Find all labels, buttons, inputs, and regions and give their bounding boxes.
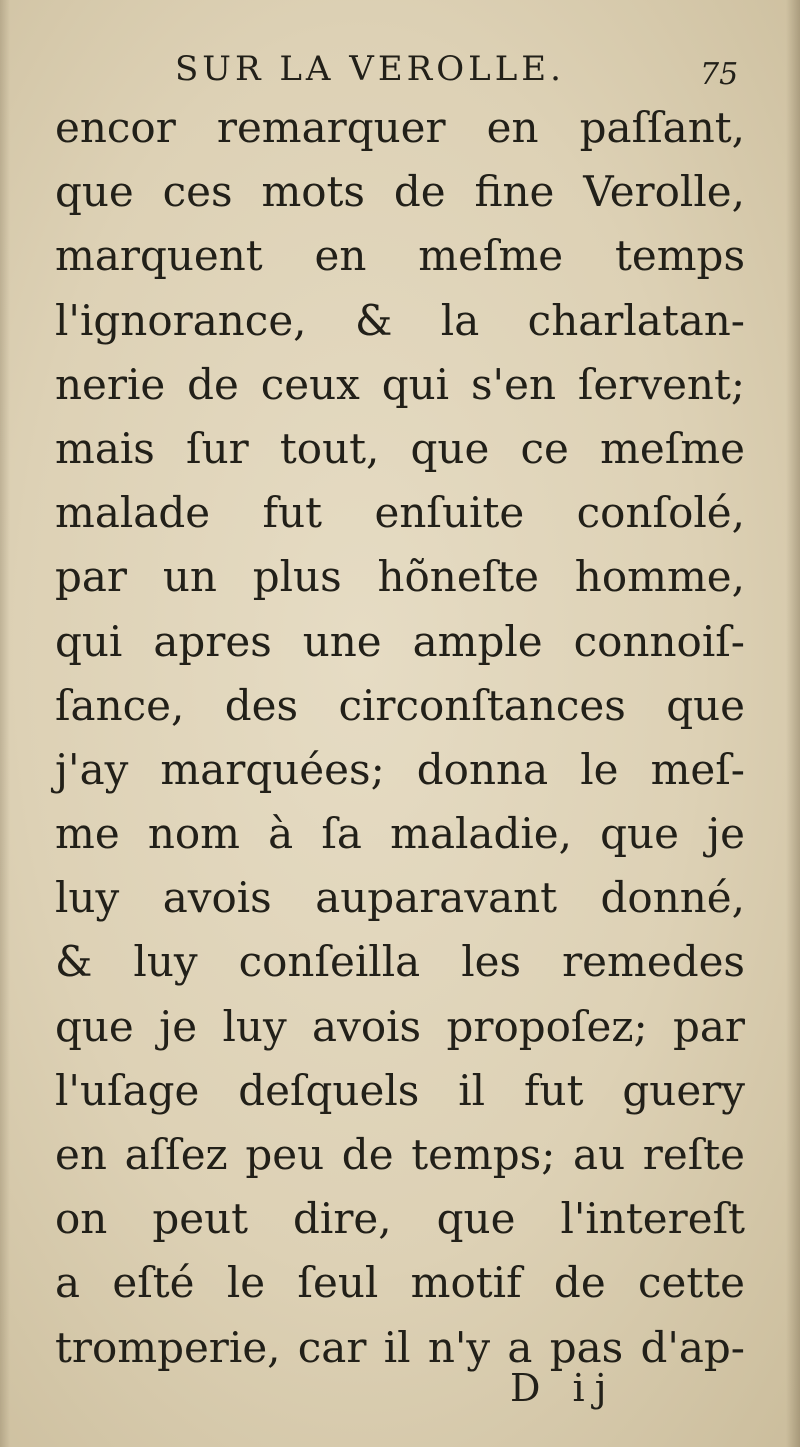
page-left-edge-shadow	[0, 0, 10, 1447]
text-line: l'ignorance, & la charlatan-	[55, 295, 745, 345]
body-text	[55, 96, 745, 1380]
signature-mark: D ij	[510, 1366, 617, 1410]
text-line: me nom à ſa maladie, que je	[55, 809, 745, 859]
text-line: encor remarquer en paſſant,	[55, 103, 745, 152]
text-line: luy avois auparavant donné,	[55, 873, 745, 923]
text-line: & luy conſeilla les remedes	[55, 937, 745, 987]
text-line: ſance, des circonſtances que	[55, 680, 745, 730]
text-line: a eſté le ſeul motif de cette	[55, 1258, 745, 1308]
text-line: on peut dire, que l'intereſt	[55, 1194, 745, 1244]
text-line: en aſſez peu de temps; au reſte	[55, 1130, 745, 1179]
running-title: SUR LA VEROLLE.	[175, 49, 565, 89]
text-line: mais ſur tout, que ce meſme	[55, 423, 745, 473]
text-line: que je luy avois propoſez; par	[55, 1001, 745, 1051]
text-line: marquent en meſme temps	[55, 231, 745, 281]
text-line: l'uſage deſquels il fut guery	[55, 1065, 745, 1115]
page-right-edge-shadow	[786, 0, 800, 1447]
text-line: que ces mots de fine Verolle,	[55, 167, 745, 217]
text-line: nerie de ceux qui s'en ſervent;	[55, 359, 745, 409]
text-line: tromperie, car il n'y a pas d'ap-	[55, 1322, 745, 1372]
page-number: 75	[700, 57, 739, 92]
text-line: qui apres une ample connoiſ-	[55, 616, 745, 666]
text-line: malade fut enſuite conſolé,	[55, 488, 745, 538]
text-line: par un plus hõneſte homme,	[55, 552, 745, 602]
text-line: j'ay marquées; donna le meſ-	[55, 744, 745, 794]
